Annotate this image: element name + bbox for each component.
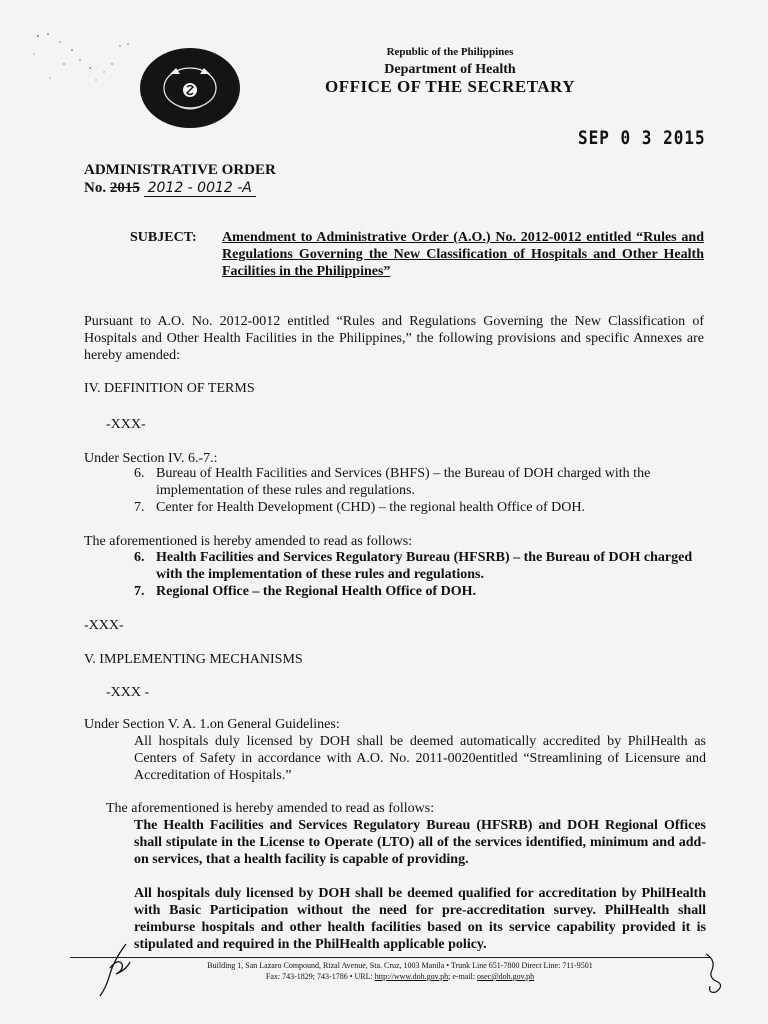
letterhead-republic: Republic of the Philippines	[386, 46, 514, 58]
footer-email-link[interactable]: osec@doh.gov.ph	[477, 972, 535, 981]
footer-url-link[interactable]: http://www.doh.gov.ph	[374, 972, 449, 981]
letterhead-office: OFFICE OF THE SECRETARY	[324, 77, 576, 96]
subject-label: SUBJECT:	[130, 230, 197, 245]
section-v-heading: V. IMPLEMENTING MECHANISMS	[84, 652, 303, 667]
order-title: ADMINISTRATIVE ORDER	[84, 162, 276, 178]
order-handwritten-number: 2012 - 0012 -A	[144, 180, 256, 197]
item-number: 6.	[134, 466, 145, 481]
item-text: Regional Office – the Regional Health Office of DOH.	[156, 584, 476, 599]
item-text: Center for Health Development (CHD) – the regional health Office of DOH.	[156, 500, 585, 515]
subject-text: Amendment to Administrative Order (A.O.) No. 2012-0012 entitled “Rules and Regulations Governing the New Classification of Hospitals and Other Health Facilities in the Philippines”	[222, 230, 704, 279]
item-text: Health Facilities and Services Regulatory Bureau (HFSRB) – the Bureau of DOH charged with the implementation of these rules and regulations.	[156, 550, 693, 582]
order-number	[84, 180, 256, 197]
initials-signature-icon	[96, 940, 136, 1000]
footer-email-label: ; e-mail:	[448, 972, 478, 981]
item-number: 7.	[134, 500, 145, 515]
intro-paragraph: Pursuant to A.O. No. 2012-0012 entitled “Rules and Regulations Governing the New Classification of Hospitals and Other Health Facilities in the Philippines,” the following provisions and specific Annexes are hereby amended:	[84, 314, 704, 363]
order-no-label: No.	[84, 180, 107, 196]
date-stamp: SEP 0 3 2015	[578, 126, 706, 149]
footer	[140, 960, 660, 982]
item-number: 7.	[134, 584, 145, 599]
list-item	[134, 549, 706, 583]
footer-contact	[140, 971, 660, 982]
new-guideline-1: The Health Facilities and Services Regulatory Bureau (HFSRB) and DOH Regional Offices shall stipulate in the License to Operate (LTO) all of the services identified, minimum and add-on services, that a health facility is capable of providing.	[134, 818, 706, 867]
omission-marker: -XXX -	[106, 685, 150, 700]
amended-intro-2: The aforementioned is hereby amended to read as follows:	[106, 801, 435, 816]
old-guideline: All hospitals duly licensed by DOH shall be deemed automatically accredited by PhilHealth as Centers of Safety in accordance with A.O. No. 2011-0020entitled “Streamlining of Licensure and Accreditation of Hospitals.”	[134, 734, 706, 783]
item-text: Bureau of Health Facilities and Services (BHFS) – the Bureau of DOH charged with the implementation of these rules and regulations.	[156, 466, 651, 498]
doh-seal-icon	[140, 48, 240, 128]
omission-marker: -XXX-	[106, 417, 146, 432]
item-number: 6.	[134, 550, 145, 565]
letterhead-department: Department of Health	[384, 62, 516, 77]
amended-intro-1: The aforementioned is hereby amended to read as follows:	[84, 534, 413, 549]
new-guideline-2: All hospitals duly licensed by DOH shall be deemed qualified for accreditation by PhilHealth with Basic Participation without the need for pre-accreditation survey. PhilHealth shall reimburse hospitals and other health facilities based on its service capability provided it is stipulated and required in the PhilHealth applicable policy.	[134, 886, 706, 952]
footer-fax: Fax: 743-1829; 743-1786 • URL:	[265, 972, 375, 981]
footer-divider	[70, 957, 710, 958]
new-definitions-list	[134, 549, 706, 600]
order-struck-number: 2015	[109, 180, 140, 196]
omission-marker: -XXX-	[84, 618, 124, 633]
under-section-iv: Under Section IV. 6.-7.:	[84, 451, 218, 466]
old-definitions-list	[134, 465, 706, 516]
list-item	[134, 465, 706, 499]
list-item	[134, 499, 706, 516]
list-item	[134, 583, 706, 600]
scan-specks	[20, 20, 140, 100]
under-section-v: Under Section V. A. 1.on General Guidelines:	[84, 717, 340, 732]
section-iv-heading: IV. DEFINITION OF TERMS	[84, 381, 255, 396]
footer-address: Building 1, San Lazaro Compound, Rizal Avenue, Sta. Cruz, 1003 Manila • Trunk Line 651-7800 Direct Line: 711-9501	[207, 961, 593, 970]
